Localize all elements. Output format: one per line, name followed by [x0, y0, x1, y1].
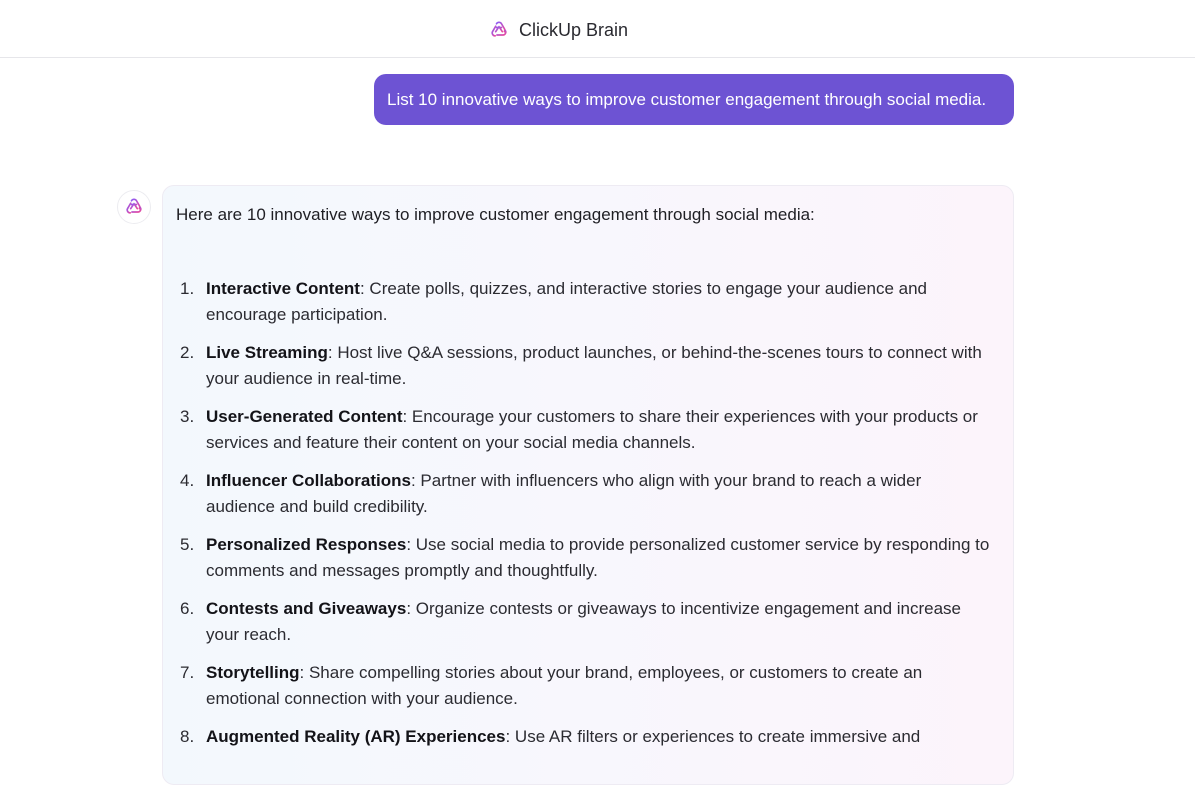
clickup-brain-logo-icon	[124, 197, 144, 217]
chat-header	[0, 0, 1195, 58]
list-item	[176, 276, 993, 328]
clickup-brain-logo-icon	[489, 20, 509, 40]
list-item	[176, 596, 993, 648]
list-item	[176, 340, 993, 392]
assistant-message-bubble	[162, 185, 1014, 785]
list-item-number: 8.	[180, 727, 195, 746]
list-item	[176, 404, 993, 456]
user-message-bubble: List 10 innovative ways to improve customer engagement through social media.	[374, 74, 1014, 125]
list-item-title: Storytelling	[206, 663, 300, 682]
list-item-title: Live Streaming	[206, 343, 328, 362]
list-item	[176, 468, 993, 520]
list-item-title: Augmented Reality (AR) Experiences	[206, 727, 506, 746]
assistant-intro: Here are 10 innovative ways to improve customer engagement through social media:	[176, 205, 815, 224]
list-item-text: : Use AR filters or experiences to create immersive and	[505, 727, 921, 746]
list-item-number: 7.	[180, 663, 195, 682]
list-item-text: : Host live Q&A sessions, product launches, or behind-the-scenes tours to connect with your audience in real-time.	[206, 343, 982, 388]
list-item-number: 4.	[180, 471, 195, 490]
list-item-title: Interactive Content	[206, 279, 360, 298]
list-item-number: 1.	[180, 279, 195, 298]
list-item-number: 2.	[180, 343, 195, 362]
header-brand	[489, 18, 628, 42]
list-item-title: Influencer Collaborations	[206, 471, 411, 490]
engagement-ideas-list	[176, 276, 993, 750]
list-item-text: : Create polls, quizzes, and interactive stories to engage your audience and encourage participation.	[206, 279, 927, 324]
list-item-text: : Organize contests or giveaways to incentivize engagement and increase your reach.	[206, 599, 962, 644]
list-item	[176, 660, 993, 712]
list-item	[176, 724, 993, 750]
list-item-text: : Partner with influencers who align with your brand to reach a wider audience and build credibility.	[206, 471, 922, 516]
header-title: ClickUp Brain	[519, 19, 629, 40]
list-item-title: Personalized Responses	[206, 535, 407, 554]
list-item-text: : Share compelling stories about your brand, employees, or customers to create an emotional connection with your audience.	[206, 663, 923, 708]
list-item-number: 6.	[180, 599, 195, 618]
list-item-text: : Encourage your customers to share their experiences with your products or services and feature their content on your social media channels.	[206, 407, 978, 452]
list-item-text: : Use social media to provide personalized customer service by responding to comments and messages promptly and thoughtfully.	[206, 535, 990, 580]
list-item-title: Contests and Giveaways	[206, 599, 407, 618]
assistant-avatar	[117, 190, 151, 224]
list-item-number: 5.	[180, 535, 195, 554]
list-item-number: 3.	[180, 407, 195, 426]
list-item	[176, 532, 993, 584]
list-item-title: User-Generated Content	[206, 407, 403, 426]
